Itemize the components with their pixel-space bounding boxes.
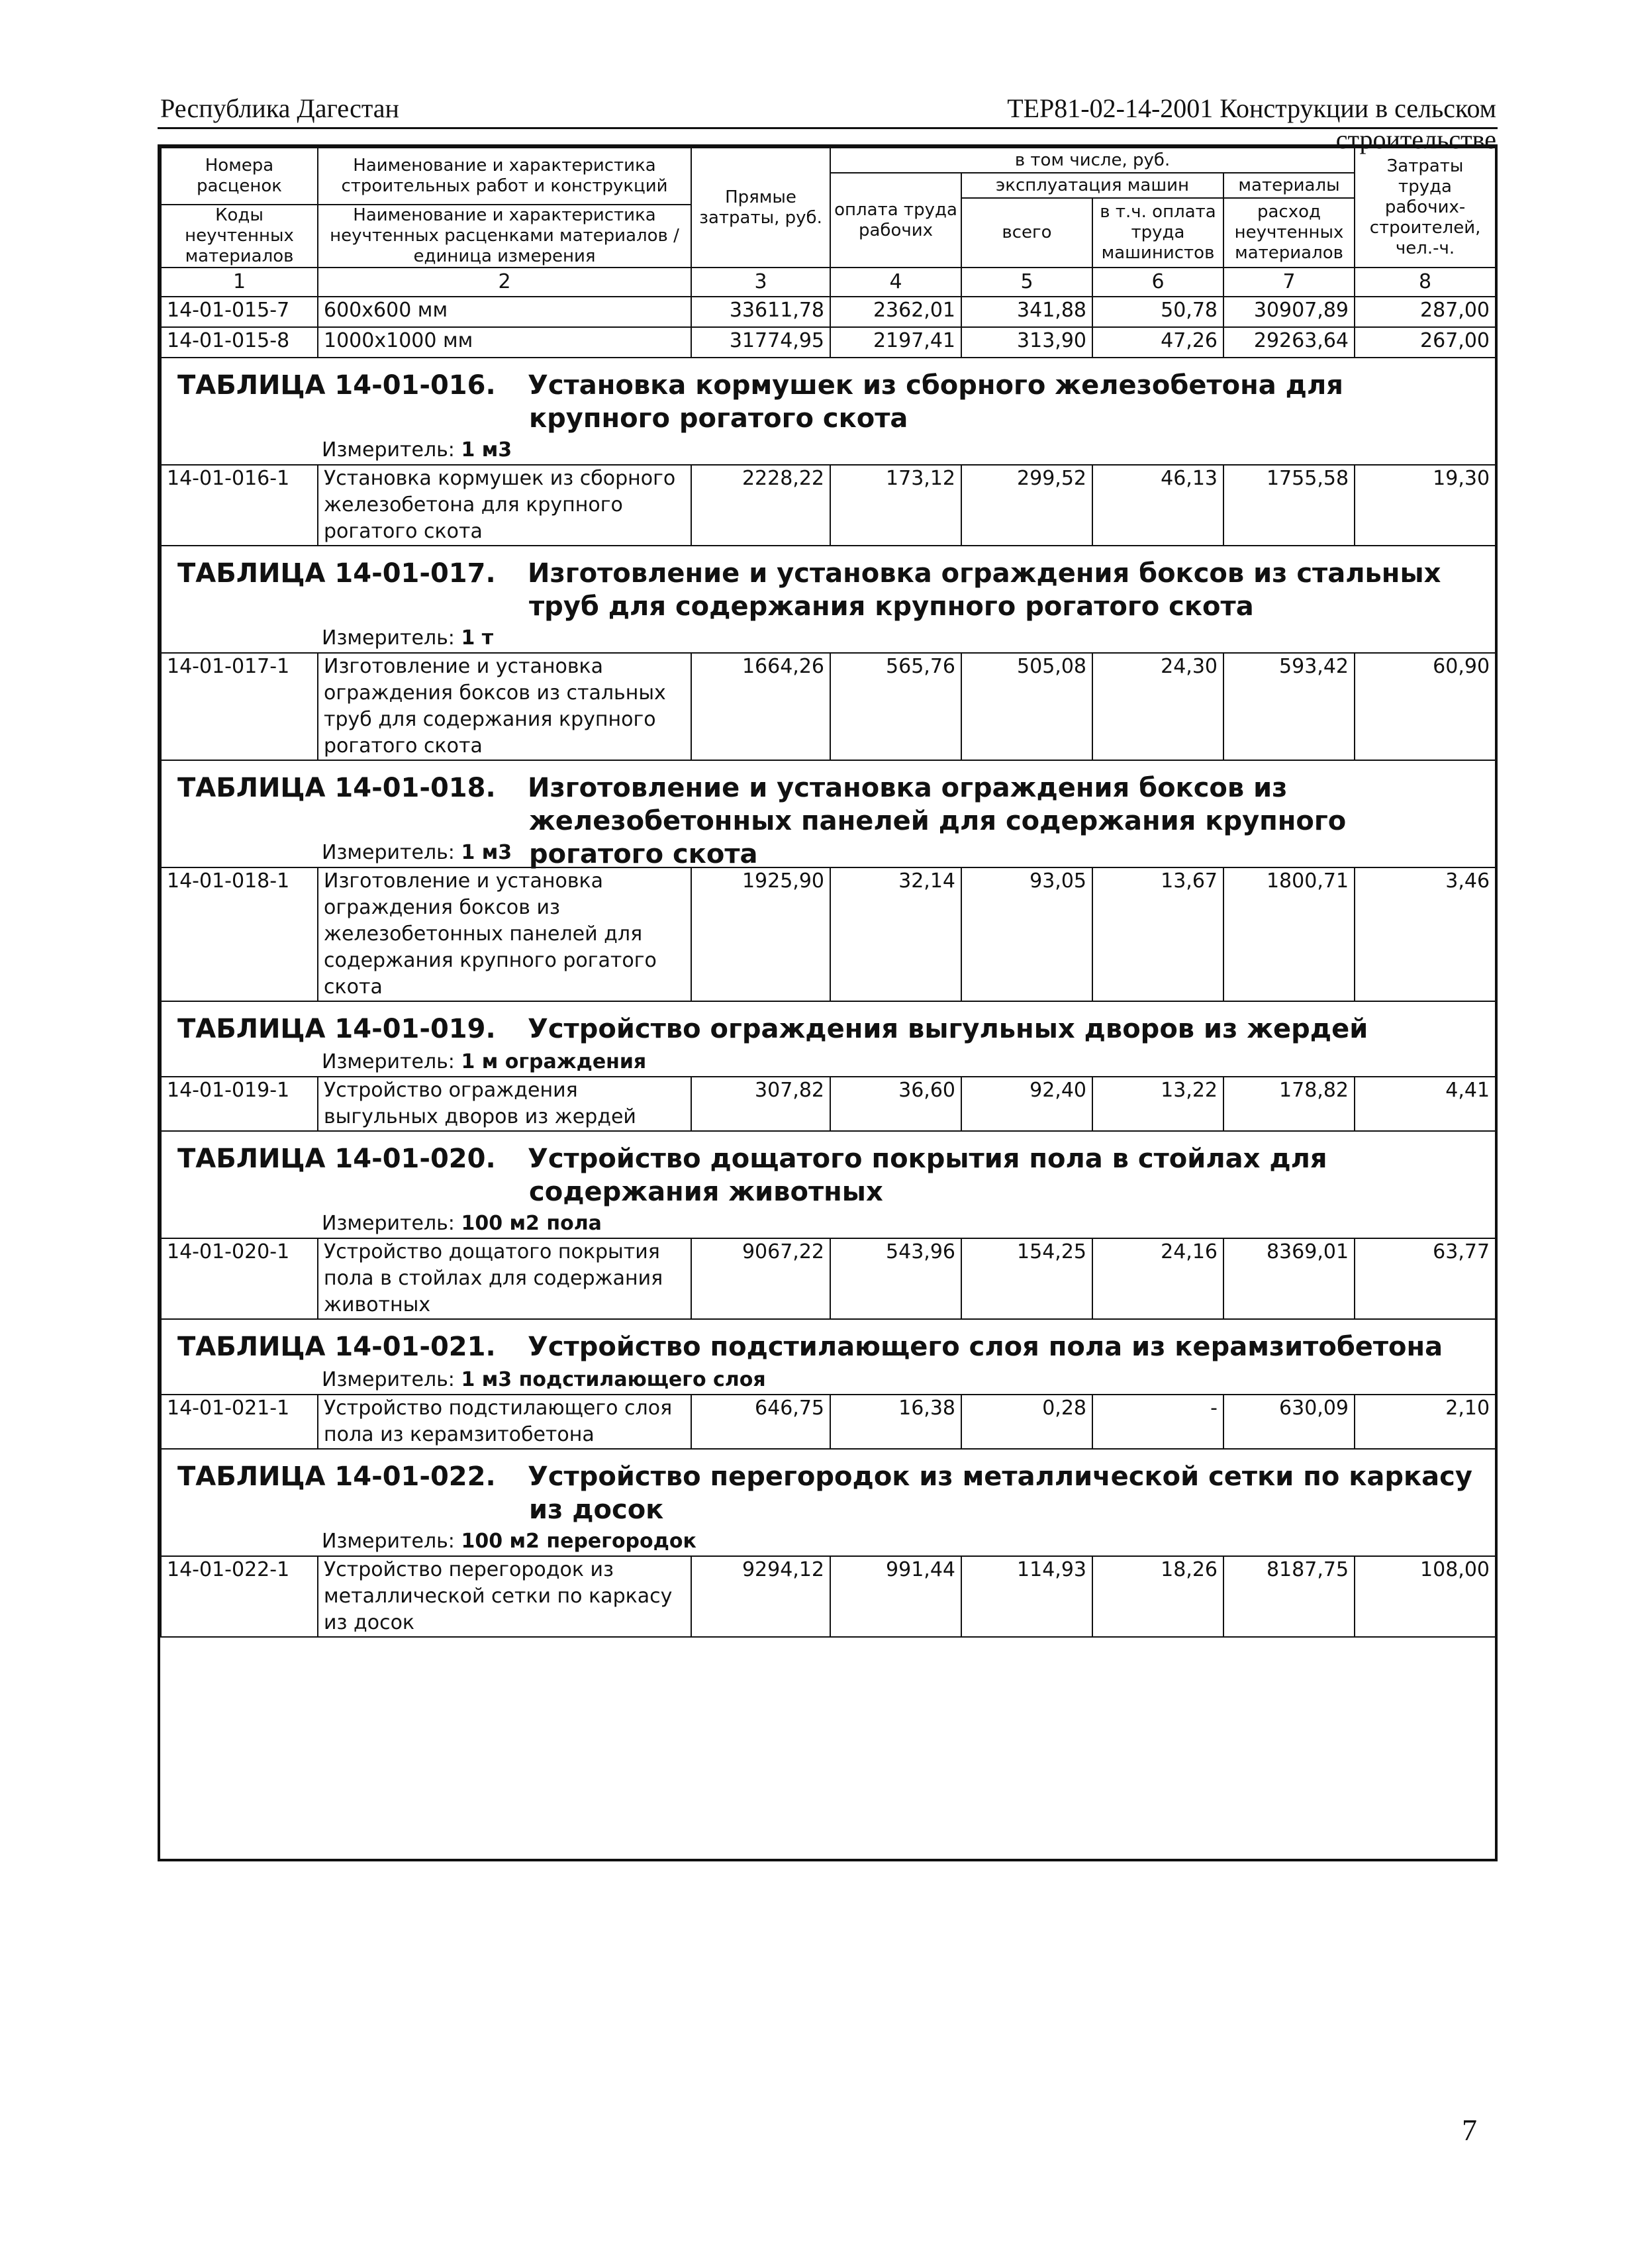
row-machinists: 18,26: [1092, 1556, 1223, 1637]
row-materials: 1800,71: [1223, 867, 1355, 1001]
table-row: [161, 653, 1496, 760]
table-row: [161, 1238, 1496, 1319]
section-title: Изготовление и установка ограждения боксов из стальных труб для содержания крупного рогатого скота: [528, 558, 1441, 622]
row-labor: 108,00: [1355, 1556, 1496, 1637]
row-wages: 2197,41: [830, 327, 961, 358]
row-machinists: 13,22: [1092, 1077, 1223, 1131]
row-wages: 32,14: [830, 867, 961, 1001]
table-row: [161, 327, 1496, 358]
section-title: Устройство ограждения выгульных дворов из жердей: [528, 1014, 1368, 1044]
table-row: [161, 1077, 1496, 1131]
row-name: Устройство перегородок из металлической сетки по каркасу из досок: [318, 1556, 691, 1637]
section-title: Устройство подстилающего слоя пола из керамзитобетона: [528, 1332, 1443, 1362]
row-name: Установка кормушек из сборного железобетона для крупного рогатого скота: [318, 465, 691, 546]
head-labor: Затраты труда рабочих-строителей, чел.-ч.: [1355, 148, 1496, 268]
row-name: Изготовление и установка ограждения боксов из железобетонных панелей для содержания крупного рогатого скота: [318, 867, 691, 1001]
row-materials: 30907,89: [1223, 297, 1355, 327]
row-machines: 93,05: [961, 867, 1092, 1001]
row-labor: 4,41: [1355, 1077, 1496, 1131]
row-materials: 29263,64: [1223, 327, 1355, 358]
row-direct: 9067,22: [691, 1238, 830, 1319]
head-group: в том числе, руб.: [830, 148, 1355, 173]
section-14-01-017: [161, 546, 1496, 760]
row-labor: 19,30: [1355, 465, 1496, 546]
head-names: Наименование и характеристика строительных работ и конструкций: [318, 148, 691, 205]
row-wages: 36,60: [830, 1077, 961, 1131]
section-title: Изготовление и установка ограждения боксов из железобетонных панелей для содержания крупного рогатого скота: [528, 773, 1347, 869]
col-number: 5: [961, 268, 1092, 297]
row-machines: 341,88: [961, 297, 1092, 327]
measure-unit: Измеритель: 100 м2 перегородок: [322, 1530, 696, 1553]
table-row: [161, 1556, 1496, 1637]
section-14-01-022: [161, 1449, 1496, 1637]
table-head: [161, 148, 1496, 297]
row-machinists: -: [1092, 1395, 1223, 1449]
row-wages: 173,12: [830, 465, 961, 546]
section-label: ТАБЛИЦА 14-01-019.: [177, 1014, 496, 1044]
row-code: 14-01-018-1: [161, 867, 318, 1001]
row-machinists: 47,26: [1092, 327, 1223, 358]
row-code: 14-01-017-1: [161, 653, 318, 760]
row-wages: 16,38: [830, 1395, 961, 1449]
row-materials: 178,82: [1223, 1077, 1355, 1131]
row-name: Устройство ограждения выгульных дворов из жердей: [318, 1077, 691, 1131]
head-machinist-wages: в т.ч. оплата труда машинистов: [1092, 198, 1223, 268]
row-machinists: 50,78: [1092, 297, 1223, 327]
row-code: 14-01-020-1: [161, 1238, 318, 1319]
row-labor: 267,00: [1355, 327, 1496, 358]
col-number: 7: [1223, 268, 1355, 297]
section-label: ТАБЛИЦА 14-01-017.: [177, 558, 496, 589]
row-name: 1000х1000 мм: [318, 327, 691, 358]
row-materials: 8187,75: [1223, 1556, 1355, 1637]
row-machinists: 24,16: [1092, 1238, 1223, 1319]
row-code: 14-01-021-1: [161, 1395, 318, 1449]
row-code: 14-01-019-1: [161, 1077, 318, 1131]
measure-unit: Измеритель: 1 м3: [322, 438, 512, 462]
row-labor: 2,10: [1355, 1395, 1496, 1449]
row-direct: 1664,26: [691, 653, 830, 760]
measure-unit: Измеритель: 100 м2 пола: [322, 1212, 602, 1235]
col-number: 3: [691, 268, 830, 297]
section-14-01-020: [161, 1131, 1496, 1319]
row-labor: 63,77: [1355, 1238, 1496, 1319]
head-codes: Номера расценок: [161, 148, 318, 205]
row-labor: 3,46: [1355, 867, 1496, 1001]
row-direct: 9294,12: [691, 1556, 830, 1637]
row-code: 14-01-015-8: [161, 327, 318, 358]
section-label: ТАБЛИЦА 14-01-020.: [177, 1144, 496, 1174]
row-materials: 593,42: [1223, 653, 1355, 760]
row-direct: 1925,90: [691, 867, 830, 1001]
head-wages: оплата труда рабочих: [830, 173, 961, 268]
row-labor: 60,90: [1355, 653, 1496, 760]
section-label: ТАБЛИЦА 14-01-022.: [177, 1461, 496, 1492]
row-name: 600х600 мм: [318, 297, 691, 327]
top-rows: [161, 297, 1496, 358]
row-machines: 0,28: [961, 1395, 1092, 1449]
row-wages: 565,76: [830, 653, 961, 760]
col-number: 2: [318, 268, 691, 297]
section-title: Установка кормушек из сборного железобетона для крупного рогатого скота: [528, 370, 1343, 434]
row-machines: 154,25: [961, 1238, 1092, 1319]
section-14-01-021: [161, 1319, 1496, 1449]
row-machines: 313,90: [961, 327, 1092, 358]
section-14-01-016: [161, 358, 1496, 546]
row-machinists: 24,30: [1092, 653, 1223, 760]
header-left: Республика Дагестан: [160, 93, 399, 123]
row-wages: 991,44: [830, 1556, 961, 1637]
head-material-codes: Коды неучтенных материалов: [161, 205, 318, 268]
page-number: 7: [1462, 2113, 1477, 2147]
col-number: 8: [1355, 268, 1496, 297]
measure-unit: Измеритель: 1 м ограждения: [322, 1050, 647, 1073]
row-machinists: 13,67: [1092, 867, 1223, 1001]
section-title: Устройство перегородок из металлической сетки по каркасу из досок: [528, 1461, 1472, 1525]
head-machines: эксплуатация машин: [961, 173, 1223, 198]
head-machines-total: всего: [961, 198, 1092, 268]
row-direct: 646,75: [691, 1395, 830, 1449]
col-number: 6: [1092, 268, 1223, 297]
row-direct: 307,82: [691, 1077, 830, 1131]
row-name: Изготовление и установка ограждения боксов из стальных труб для содержания крупного рогатого скота: [318, 653, 691, 760]
col-number: 4: [830, 268, 961, 297]
head-direct-costs: Прямые затраты, руб.: [691, 148, 830, 268]
row-code: 14-01-015-7: [161, 297, 318, 327]
col-number: 1: [161, 268, 318, 297]
row-machines: 114,93: [961, 1556, 1092, 1637]
section-label: ТАБЛИЦА 14-01-018.: [177, 773, 496, 803]
row-labor: 287,00: [1355, 297, 1496, 327]
row-name: Устройство подстилающего слоя пола из керамзитобетона: [318, 1395, 691, 1449]
section-14-01-018: [161, 760, 1496, 1001]
head-materials-usage: расход неучтенных материалов: [1223, 198, 1355, 268]
table-row: [161, 465, 1496, 546]
table-row: [161, 867, 1496, 1001]
row-direct: 2228,22: [691, 465, 830, 546]
measure-unit: Измеритель: 1 м3 подстилающего слоя: [322, 1368, 766, 1391]
section-label: ТАБЛИЦА 14-01-021.: [177, 1332, 496, 1362]
section-14-01-019: [161, 1001, 1496, 1131]
rates-table: [160, 147, 1496, 1638]
row-materials: 8369,01: [1223, 1238, 1355, 1319]
table-row: [161, 297, 1496, 327]
table-row: [161, 1395, 1496, 1449]
section-title: Устройство дощатого покрытия пола в стойлах для содержания животных: [528, 1144, 1327, 1207]
row-code: 14-01-016-1: [161, 465, 318, 546]
rates-table-frame: [158, 144, 1498, 1861]
row-machinists: 46,13: [1092, 465, 1223, 546]
head-material-names: Наименование и характеристика неучтенных расценками материалов / единица измерения: [318, 205, 691, 268]
row-direct: 33611,78: [691, 297, 830, 327]
row-wages: 2362,01: [830, 297, 961, 327]
row-wages: 543,96: [830, 1238, 961, 1319]
measure-unit: Измеритель: 1 т: [322, 626, 494, 650]
section-label: ТАБЛИЦА 14-01-016.: [177, 370, 496, 401]
row-direct: 31774,95: [691, 327, 830, 358]
header-right: ТЕР81-02-14-2001 Конструкции в сельском строительстве: [1007, 93, 1496, 154]
row-name: Устройство дощатого покрытия пола в стойлах для содержания животных: [318, 1238, 691, 1319]
row-materials: 630,09: [1223, 1395, 1355, 1449]
row-machines: 299,52: [961, 465, 1092, 546]
header-rule: [158, 127, 1498, 129]
row-code: 14-01-022-1: [161, 1556, 318, 1637]
row-machines: 92,40: [961, 1077, 1092, 1131]
measure-unit: Измеритель: 1 м3: [322, 841, 512, 864]
row-machines: 505,08: [961, 653, 1092, 760]
head-materials: материалы: [1223, 173, 1355, 198]
row-materials: 1755,58: [1223, 465, 1355, 546]
